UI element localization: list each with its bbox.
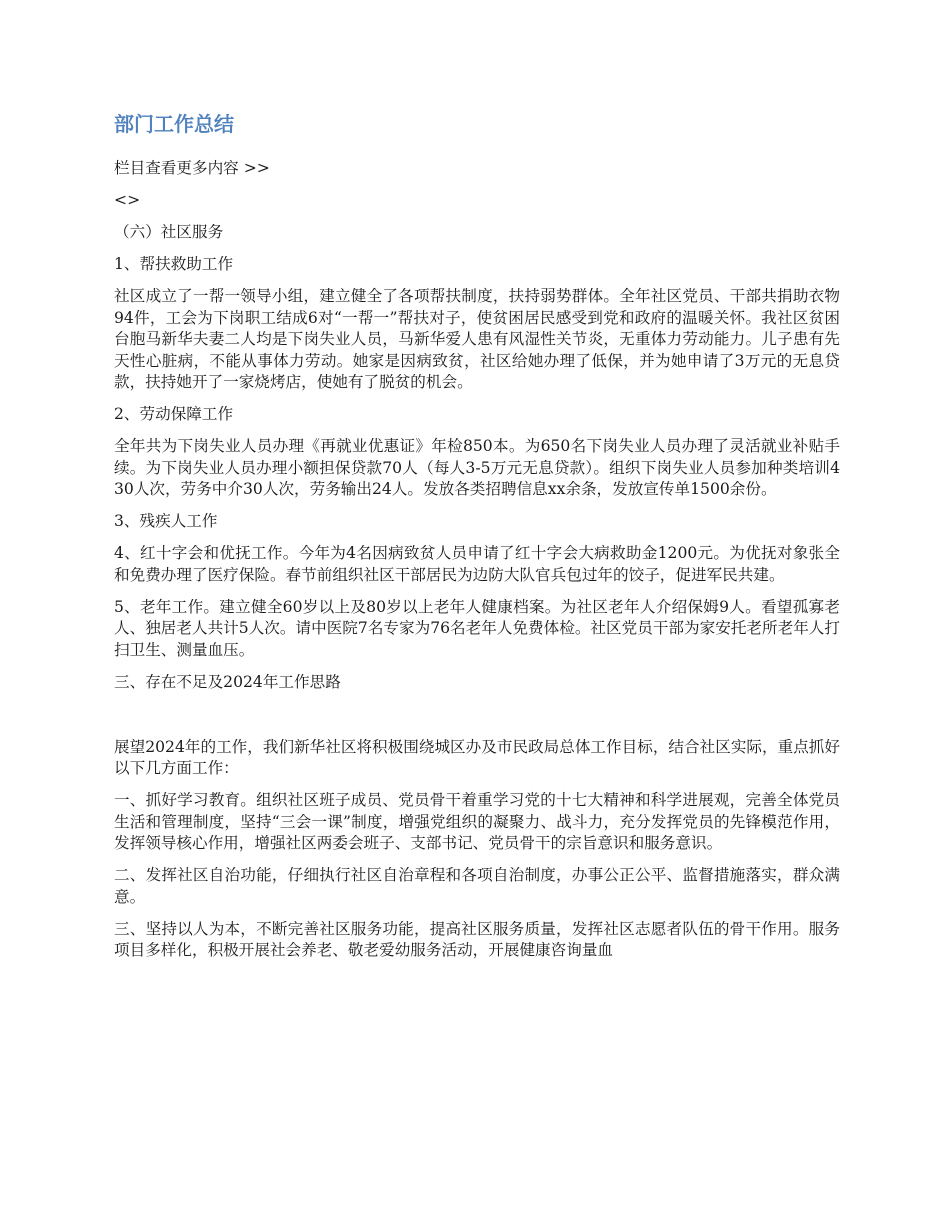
paragraph-assistance: 社区成立了一帮一领导小组，建立健全了各项帮扶制度，扶持弱势群体。全年社区党员、干部共捐助衣物94件，工会为下岗职工结成6对“一帮一”帮扶对子，使贫困居民感受到党和政府的温暖关怀。我社区贫困台胞马新华夫妻二人均是下岗失业人员，马新华爱人患有风湿性关节炎，无重体力劳动能力。儿子患有先天性心脏病，不能从事体力劳动。她家是因病致贫，社区给她办理了低保，并为她申请了3万元的无息贷款，扶持她开了一家烧烤店，使她有了脱贫的机会。 <box>114 287 840 391</box>
section-heading-community-service: （六）社区服务 <box>114 223 224 241</box>
subheading-disabled: 3、残疾人工作 <box>114 512 218 530</box>
marker-text: <> <box>114 191 141 209</box>
page-title: 部门工作总结 <box>114 112 234 136</box>
paragraph-labor-security: 全年共为下岗失业人员办理《再就业优惠证》年检850本。为650名下岗失业人员办理了灵活就业补贴手续。为下岗失业人员办理小额担保贷款70人（每人3-5万元无息贷款）。组织下岗失业人员参加种类培训430人次，劳务中介30人次，劳务输出24人。发放各类招聘信息xx余条，发放宣传单1500余份。 <box>114 437 840 498</box>
paragraph-outlook: 展望2024年的工作，我们新华社区将积极围绕城区办及市民政局总体工作目标，结合社区实际，重点抓好以下几方面工作： <box>114 737 840 777</box>
document-page <box>114 108 840 972</box>
paragraph-red-cross: 4、红十字会和优抚工作。今年为4名因病致贫人员申请了红十字会大病救助金1200元。为优抚对象张全和免费办理了医疗保险。春节前组织社区干部居民为边防大队官兵包过年的饺子，促进军民共建。 <box>114 544 840 584</box>
section-heading-shortcomings: 三、存在不足及2024年工作思路 <box>114 672 341 691</box>
spacer <box>114 704 840 737</box>
paragraph-people-oriented: 三、坚持以人为本，不断完善社区服务功能，提高社区服务质量，发挥社区志愿者队伍的骨干作用。服务项目多样化，积极开展社会养老、敬老爱幼服务活动，开展健康咨询量血 <box>114 919 840 959</box>
paragraph-elderly: 5、老年工作。建立健全60岁以上及80岁以上老年人健康档案。为社区老年人介绍保姆9人。看望孤寡老人、独居老人共计5人次。请中医院7名专家为76名老年人免费体检。社区党员干部为家安托老所老年人打扫卫生、测量血压。 <box>114 597 840 659</box>
subheading-labor-security: 2、劳动保障工作 <box>114 405 234 423</box>
paragraph-study: 一、抓好学习教育。组织社区班子成员、党员骨干着重学习党的十七大精神和科学进展观，完善全体党员生活和管理制度，坚持“三会一课”制度，增强党组织的凝聚力、战斗力，充分发挥党员的先锋模范作用，发挥领导核心作用，增强社区两委会班子、支部书记、党员骨干的宗旨意识和服务意识。 <box>114 791 840 852</box>
subheading-assistance: 1、帮扶救助工作 <box>114 255 234 273</box>
more-content-link[interactable]: 栏目查看更多内容 >> <box>114 159 270 177</box>
paragraph-autonomy: 二、发挥社区自治功能，仔细执行社区自治章程和各项自治制度，办事公正公平、监督措施落实，群众满意。 <box>114 866 840 906</box>
